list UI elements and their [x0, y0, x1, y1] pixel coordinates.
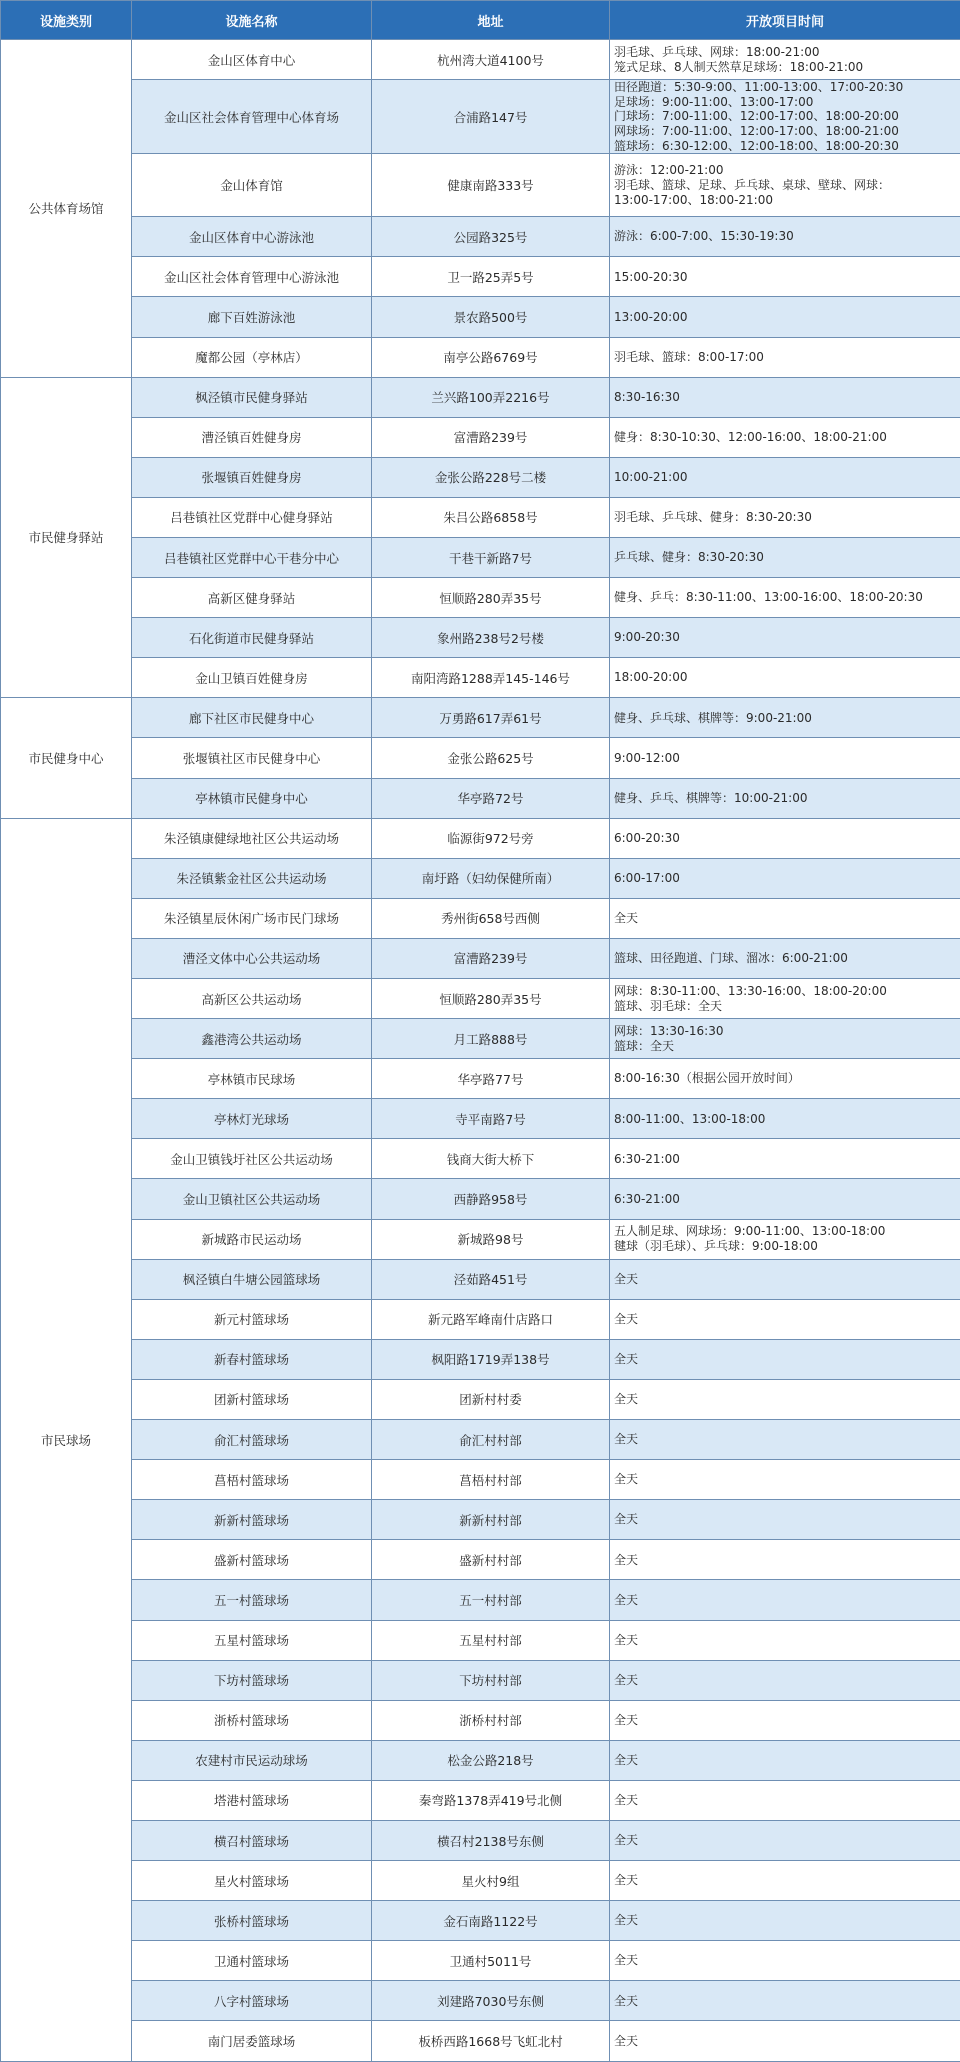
name-cell: 高新区健身驿站 [132, 578, 372, 618]
table-row [1, 738, 960, 778]
hours-cell: 全天 [610, 1379, 960, 1419]
table-row [1, 858, 960, 898]
hours-cell: 全天 [610, 1500, 960, 1540]
name-cell: 浙桥村篮球场 [132, 1700, 372, 1740]
name-cell: 金山卫镇钱圩社区公共运动场 [132, 1139, 372, 1179]
name-cell: 金山卫镇百姓健身房 [132, 658, 372, 698]
name-cell: 下坊村篮球场 [132, 1660, 372, 1700]
name-cell: 南门居委篮球场 [132, 2021, 372, 2061]
table-row [1, 154, 960, 217]
hours-cell: 8:00-11:00、13:00-18:00 [610, 1099, 960, 1139]
table-row [1, 1339, 960, 1379]
address-cell: 新新村村部 [372, 1500, 610, 1540]
hours-cell: 9:00-12:00 [610, 738, 960, 778]
name-cell: 星火村篮球场 [132, 1861, 372, 1901]
name-cell: 漕泾文体中心公共运动场 [132, 938, 372, 978]
table-row [1, 1219, 960, 1259]
hours-cell: 全天 [610, 1861, 960, 1901]
table-row [1, 1861, 960, 1901]
address-cell: 新城路98号 [372, 1219, 610, 1259]
address-cell: 万勇路617弄61号 [372, 698, 610, 738]
table-row [1, 1500, 960, 1540]
name-cell: 金山体育馆 [132, 154, 372, 217]
address-cell: 金张公路228号二楼 [372, 457, 610, 497]
address-cell: 星火村9组 [372, 1861, 610, 1901]
address-cell: 团新村村委 [372, 1379, 610, 1419]
category-cell: 公共体育场馆 [1, 40, 132, 378]
hours-cell: 13:00-20:00 [610, 297, 960, 337]
table-row [1, 1460, 960, 1500]
address-cell: 兰兴路100弄2216号 [372, 377, 610, 417]
address-cell: 朱吕公路6858号 [372, 497, 610, 537]
header-row [1, 1, 960, 40]
address-cell: 杭州湾大道4100号 [372, 40, 610, 80]
table-row [1, 1139, 960, 1179]
table-row [1, 377, 960, 417]
address-cell: 富漕路239号 [372, 417, 610, 457]
address-cell: 金石南路1122号 [372, 1901, 610, 1941]
hours-cell: 全天 [610, 1700, 960, 1740]
hours-cell: 健身、乒乓球、棋牌等：9:00-21:00 [610, 698, 960, 738]
table-body [1, 40, 960, 2062]
name-cell: 漕泾镇百姓健身房 [132, 417, 372, 457]
hours-cell: 羽毛球、篮球：8:00-17:00 [610, 337, 960, 377]
table-row [1, 979, 960, 1019]
name-cell: 廊下社区市民健身中心 [132, 698, 372, 738]
address-cell: 卫通村5011号 [372, 1941, 610, 1981]
header-address: 地址 [372, 1, 610, 40]
name-cell: 张堰镇社区市民健身中心 [132, 738, 372, 778]
name-cell: 新春村篮球场 [132, 1339, 372, 1379]
address-cell: 月工路888号 [372, 1019, 610, 1059]
address-cell: 秀州街658号西侧 [372, 898, 610, 938]
table-row [1, 1901, 960, 1941]
category-cell: 市民健身驿站 [1, 377, 132, 698]
hours-cell: 全天 [610, 1299, 960, 1339]
name-cell: 朱泾镇康健绿地社区公共运动场 [132, 818, 372, 858]
hours-cell: 全天 [610, 1460, 960, 1500]
hours-cell: 田径跑道：5:30-9:00、11:00-13:00、17:00-20:30 足球场：9:00-11:00、13:00-17:00 门球场：7:00-11:00、12:00-17:00、18:00-20:00 网球场：7:00-11:00、12:00-17:00、18:00-21:00 篮球场：6:30-12:00、12:00-18:00、18:00-20:30 [610, 80, 960, 154]
address-cell: 华亭路72号 [372, 778, 610, 818]
table-row [1, 898, 960, 938]
address-cell: 南阳湾路1288弄145-146号 [372, 658, 610, 698]
address-cell: 恒顺路280弄35号 [372, 979, 610, 1019]
table-row [1, 578, 960, 618]
address-cell: 菖梧村村部 [372, 1460, 610, 1500]
table-row [1, 417, 960, 457]
hours-cell: 10:00-21:00 [610, 457, 960, 497]
hours-cell: 健身、乒乓：8:30-11:00、13:00-16:00、18:00-20:30 [610, 578, 960, 618]
hours-cell: 全天 [610, 1420, 960, 1460]
table-row [1, 217, 960, 257]
hours-cell: 全天 [610, 1740, 960, 1780]
table-row [1, 698, 960, 738]
hours-cell: 乒乓球、健身：8:30-20:30 [610, 537, 960, 577]
table-row [1, 658, 960, 698]
table-row [1, 457, 960, 497]
address-cell: 公园路325号 [372, 217, 610, 257]
table-row [1, 497, 960, 537]
address-cell: 西静路958号 [372, 1179, 610, 1219]
address-cell: 富漕路239号 [372, 938, 610, 978]
table-row [1, 618, 960, 658]
address-cell: 刘建路7030号东侧 [372, 1981, 610, 2021]
name-cell: 金山卫镇社区公共运动场 [132, 1179, 372, 1219]
table-row [1, 40, 960, 80]
address-cell: 健康南路333号 [372, 154, 610, 217]
address-cell: 五星村村部 [372, 1620, 610, 1660]
hours-cell: 网球：13:30-16:30 篮球：全天 [610, 1019, 960, 1059]
hours-cell: 全天 [610, 1820, 960, 1860]
address-cell: 景农路500号 [372, 297, 610, 337]
address-cell: 金张公路625号 [372, 738, 610, 778]
hours-cell: 健身、乒乓、棋牌等：10:00-21:00 [610, 778, 960, 818]
hours-cell: 全天 [610, 1259, 960, 1299]
address-cell: 盛新村村部 [372, 1540, 610, 1580]
name-cell: 横召村篮球场 [132, 1820, 372, 1860]
header-category: 设施类别 [1, 1, 132, 40]
name-cell: 金山区社会体育管理中心体育场 [132, 80, 372, 154]
address-cell: 板桥西路1668号飞虹北村 [372, 2021, 610, 2061]
name-cell: 亭林灯光球场 [132, 1099, 372, 1139]
address-cell: 寺平南路7号 [372, 1099, 610, 1139]
hours-cell: 网球：8:30-11:00、13:30-16:00、18:00-20:00 篮球、羽毛球：全天 [610, 979, 960, 1019]
hours-cell: 游泳：12:00-21:00 羽毛球、篮球、足球、乒乓球、桌球、壁球、网球： 13:00-17:00、18:00-21:00 [610, 154, 960, 217]
name-cell: 团新村篮球场 [132, 1379, 372, 1419]
name-cell: 金山区体育中心 [132, 40, 372, 80]
table-row [1, 1620, 960, 1660]
name-cell: 廊下百姓游泳池 [132, 297, 372, 337]
hours-cell: 全天 [610, 1901, 960, 1941]
hours-cell: 全天 [610, 1660, 960, 1700]
hours-cell: 全天 [610, 1941, 960, 1981]
name-cell: 魔都公园（亭林店） [132, 337, 372, 377]
address-cell: 恒顺路280弄35号 [372, 578, 610, 618]
address-cell: 卫一路25弄5号 [372, 257, 610, 297]
table-row [1, 1379, 960, 1419]
address-cell: 合浦路147号 [372, 80, 610, 154]
hours-cell: 全天 [610, 2021, 960, 2061]
name-cell: 鑫港湾公共运动场 [132, 1019, 372, 1059]
address-cell: 下坊村村部 [372, 1660, 610, 1700]
name-cell: 八字村篮球场 [132, 1981, 372, 2021]
address-cell: 松金公路218号 [372, 1740, 610, 1780]
name-cell: 新元村篮球场 [132, 1299, 372, 1339]
name-cell: 塔港村篮球场 [132, 1780, 372, 1820]
table-row [1, 80, 960, 154]
table-row [1, 818, 960, 858]
table-row [1, 1099, 960, 1139]
name-cell: 五一村篮球场 [132, 1580, 372, 1620]
name-cell: 张堰镇百姓健身房 [132, 457, 372, 497]
hours-cell: 18:00-20:00 [610, 658, 960, 698]
name-cell: 俞汇村篮球场 [132, 1420, 372, 1460]
address-cell: 南亭公路6769号 [372, 337, 610, 377]
hours-cell: 6:00-17:00 [610, 858, 960, 898]
table-row [1, 1420, 960, 1460]
hours-cell: 全天 [610, 1981, 960, 2021]
hours-cell: 五人制足球、网球场：9:00-11:00、13:00-18:00 毽球（羽毛球）、乒乓球：9:00-18:00 [610, 1219, 960, 1259]
category-cell: 市民球场 [1, 818, 132, 2061]
table-row [1, 1059, 960, 1099]
name-cell: 金山区社会体育管理中心游泳池 [132, 257, 372, 297]
address-cell: 枫阳路1719弄138号 [372, 1339, 610, 1379]
category-cell: 市民健身中心 [1, 698, 132, 818]
name-cell: 张桥村篮球场 [132, 1901, 372, 1941]
hours-cell: 全天 [610, 1620, 960, 1660]
table-row [1, 537, 960, 577]
name-cell: 吕巷镇社区党群中心干巷分中心 [132, 537, 372, 577]
name-cell: 盛新村篮球场 [132, 1540, 372, 1580]
hours-cell: 8:30-16:30 [610, 377, 960, 417]
hours-cell: 15:00-20:30 [610, 257, 960, 297]
hours-cell: 游泳：6:00-7:00、15:30-19:30 [610, 217, 960, 257]
name-cell: 吕巷镇社区党群中心健身驿站 [132, 497, 372, 537]
name-cell: 农建村市民运动球场 [132, 1740, 372, 1780]
address-cell: 新元路军峰南什店路口 [372, 1299, 610, 1339]
table-row [1, 1700, 960, 1740]
hours-cell: 6:30-21:00 [610, 1179, 960, 1219]
address-cell: 象州路238号2号楼 [372, 618, 610, 658]
table-row [1, 778, 960, 818]
hours-cell: 健身：8:30-10:30、12:00-16:00、18:00-21:00 [610, 417, 960, 457]
name-cell: 五星村篮球场 [132, 1620, 372, 1660]
hours-cell: 8:00-16:30（根据公园开放时间） [610, 1059, 960, 1099]
table-row [1, 1019, 960, 1059]
table-row [1, 1780, 960, 1820]
table-row [1, 1259, 960, 1299]
hours-cell: 篮球、田径跑道、门球、溜冰：6:00-21:00 [610, 938, 960, 978]
table-row [1, 337, 960, 377]
header-hours: 开放项目时间 [610, 1, 960, 40]
table-row [1, 297, 960, 337]
address-cell: 泾茹路451号 [372, 1259, 610, 1299]
address-cell: 俞汇村村部 [372, 1420, 610, 1460]
name-cell: 亭林镇市民球场 [132, 1059, 372, 1099]
hours-cell: 6:00-20:30 [610, 818, 960, 858]
address-cell: 秦弯路1378弄419号北侧 [372, 1780, 610, 1820]
hours-cell: 全天 [610, 1780, 960, 1820]
hours-cell: 全天 [610, 898, 960, 938]
name-cell: 金山区体育中心游泳池 [132, 217, 372, 257]
table-row [1, 1941, 960, 1981]
table-row [1, 1981, 960, 2021]
table-row [1, 1580, 960, 1620]
hours-cell: 9:00-20:30 [610, 618, 960, 658]
name-cell: 枫泾镇白牛塘公园篮球场 [132, 1259, 372, 1299]
name-cell: 枫泾镇市民健身驿站 [132, 377, 372, 417]
name-cell: 卫通村篮球场 [132, 1941, 372, 1981]
name-cell: 菖梧村篮球场 [132, 1460, 372, 1500]
table-row [1, 257, 960, 297]
hours-cell: 羽毛球、乒乓球、网球：18:00-21:00 笼式足球、8人制天然草足球场：18:00-21:00 [610, 40, 960, 80]
name-cell: 亭林镇市民健身中心 [132, 778, 372, 818]
name-cell: 朱泾镇紫金社区公共运动场 [132, 858, 372, 898]
table-row [1, 1299, 960, 1339]
table-row [1, 1179, 960, 1219]
address-cell: 南圩路（妇幼保健所南） [372, 858, 610, 898]
table-row [1, 1740, 960, 1780]
hours-cell: 全天 [610, 1540, 960, 1580]
address-cell: 临源街972号旁 [372, 818, 610, 858]
address-cell: 钱商大街大桥下 [372, 1139, 610, 1179]
hours-cell: 全天 [610, 1339, 960, 1379]
table-row [1, 1540, 960, 1580]
table-row [1, 2021, 960, 2061]
address-cell: 华亭路77号 [372, 1059, 610, 1099]
address-cell: 干巷干新路7号 [372, 537, 610, 577]
address-cell: 浙桥村村部 [372, 1700, 610, 1740]
address-cell: 五一村村部 [372, 1580, 610, 1620]
hours-cell: 全天 [610, 1580, 960, 1620]
name-cell: 新城路市民运动场 [132, 1219, 372, 1259]
hours-cell: 6:30-21:00 [610, 1139, 960, 1179]
table-row [1, 1660, 960, 1700]
name-cell: 高新区公共运动场 [132, 979, 372, 1019]
table-row [1, 1820, 960, 1860]
name-cell: 石化街道市民健身驿站 [132, 618, 372, 658]
name-cell: 新新村篮球场 [132, 1500, 372, 1540]
header-name: 设施名称 [132, 1, 372, 40]
address-cell: 横召村2138号东侧 [372, 1820, 610, 1860]
table-row [1, 938, 960, 978]
name-cell: 朱泾镇星辰休闲广场市民门球场 [132, 898, 372, 938]
hours-cell: 羽毛球、乒乓球、健身：8:30-20:30 [610, 497, 960, 537]
